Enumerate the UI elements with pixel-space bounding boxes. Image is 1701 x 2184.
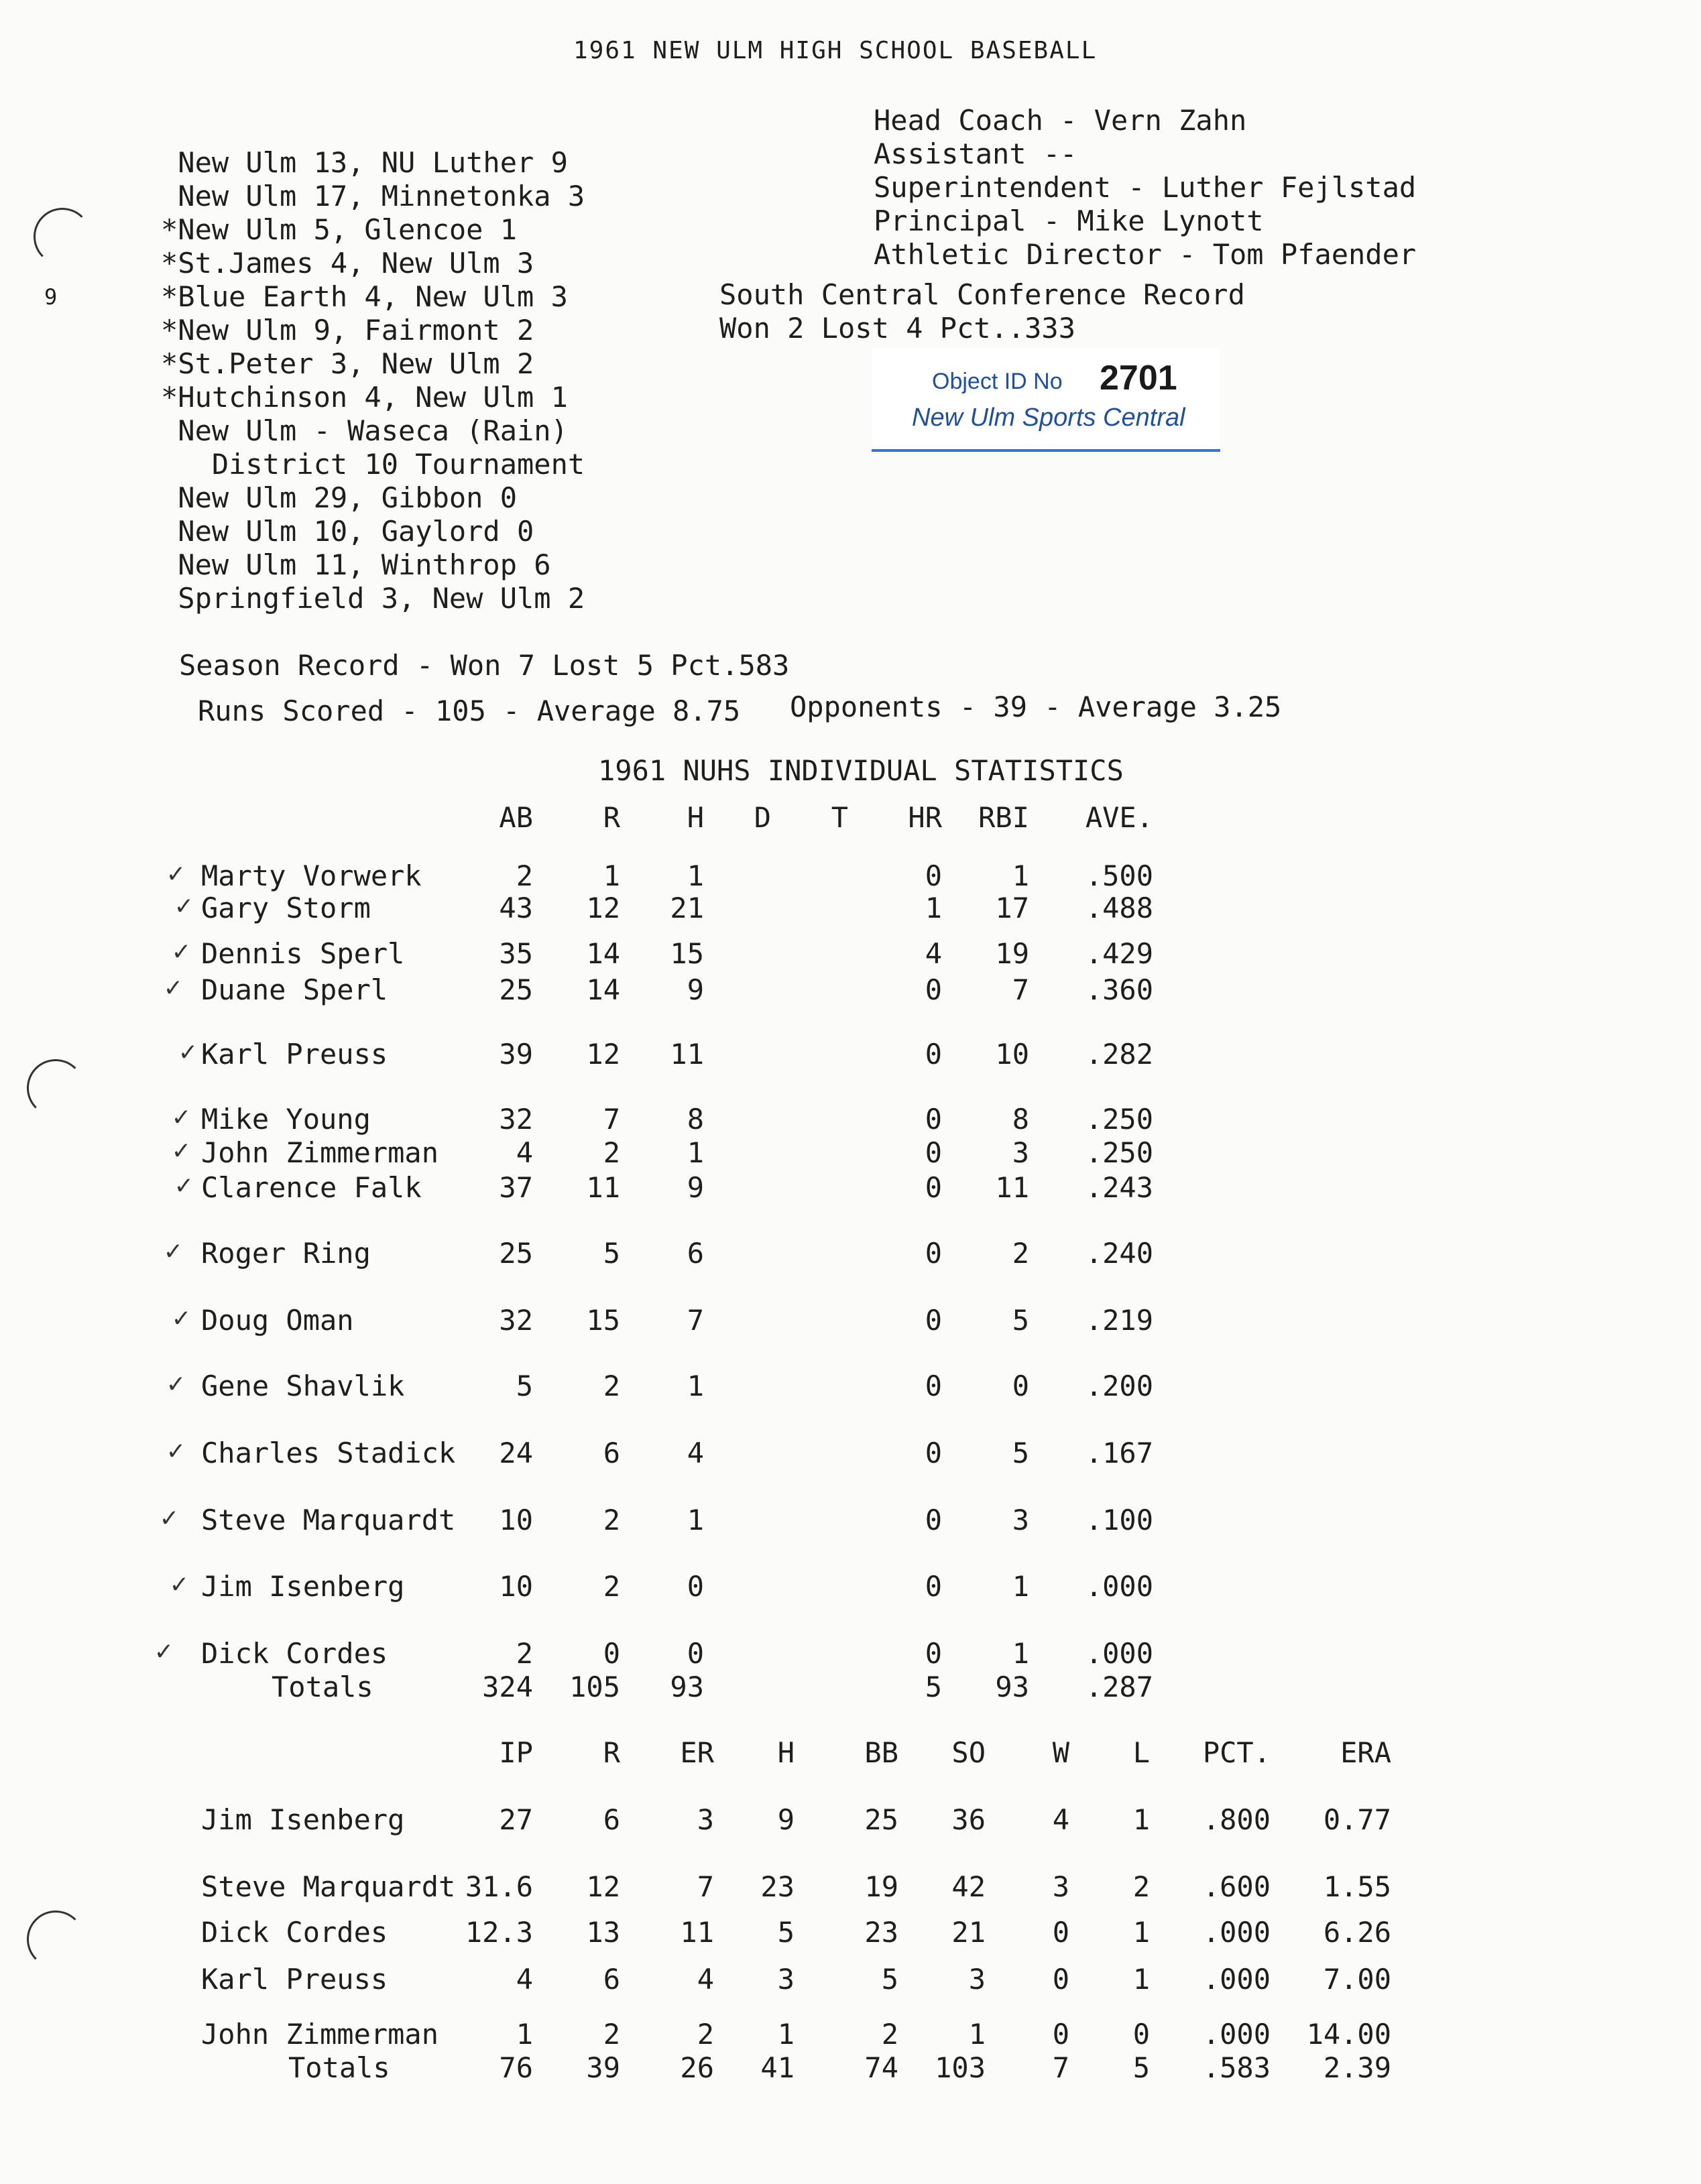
player-name: Clarence Falk <box>201 1171 422 1204</box>
batting-totals-label: Totals <box>272 1671 373 1703</box>
pitcher-name: John Zimmerman <box>201 2018 439 2051</box>
pitching-header: R <box>603 1736 620 1769</box>
batting-ab: 43 <box>499 892 533 924</box>
pitching-total-er: 26 <box>680 2051 714 2084</box>
batting-ave: .167 <box>1085 1437 1153 1469</box>
pitching-h: 9 <box>777 1803 795 1836</box>
batting-ab: 37 <box>499 1171 533 1204</box>
game-result: *Hutchinson 4, New Ulm 1 <box>161 381 568 414</box>
batting-header: HR <box>908 801 942 834</box>
player-name: Karl Preuss <box>201 1038 388 1071</box>
batting-rbi: 7 <box>1012 973 1029 1006</box>
pitching-h: 3 <box>777 1963 795 1996</box>
game-result: New Ulm 29, Gibbon 0 <box>161 481 518 514</box>
pitching-total-pct: .583 <box>1202 2051 1271 2084</box>
check-mark: ✓ <box>165 1235 182 1266</box>
batting-header: AB <box>499 801 533 834</box>
pitching-pct: .000 <box>1202 1963 1271 1996</box>
batting-r: 12 <box>586 892 620 924</box>
object-id-number: 2701 <box>1100 359 1177 398</box>
object-id-caption: Object ID No <box>932 369 1063 394</box>
batting-ave: .000 <box>1085 1570 1153 1603</box>
player-name: Duane Sperl <box>201 973 388 1006</box>
staff-line: Assistant -- <box>874 137 1077 170</box>
batting-h: 9 <box>687 1171 704 1204</box>
pitching-bb: 23 <box>864 1916 898 1949</box>
batting-total-ab: 324 <box>482 1671 533 1703</box>
batting-ab: 10 <box>499 1504 533 1536</box>
pitching-totals-label: Totals <box>288 2051 390 2084</box>
batting-ab: 32 <box>499 1103 533 1136</box>
object-id-label <box>872 349 1220 452</box>
pitching-so: 3 <box>968 1963 986 1996</box>
object-id-org: New Ulm Sports Central <box>912 404 1185 432</box>
pitching-era: 0.77 <box>1323 1803 1391 1836</box>
pitching-h: 23 <box>760 1870 795 1903</box>
batting-ave: .000 <box>1085 1637 1153 1670</box>
runs-scored: Runs Scored - 105 - Average 8.75 <box>198 694 741 727</box>
batting-ab: 32 <box>499 1304 533 1337</box>
check-mark: ✓ <box>168 1368 184 1399</box>
batting-rbi: 10 <box>995 1038 1029 1071</box>
batting-r: 1 <box>603 859 620 892</box>
staff-line: Principal - Mike Lynott <box>874 204 1264 237</box>
batting-hr: 0 <box>925 973 942 1006</box>
pitching-ip: 12.3 <box>465 1916 533 1949</box>
batting-rbi: 5 <box>1012 1304 1029 1337</box>
batting-rbi: 1 <box>1012 1570 1029 1603</box>
batting-hr: 0 <box>925 1038 942 1071</box>
player-name: Charles Stadick <box>201 1437 456 1469</box>
batting-ave: .488 <box>1085 892 1153 924</box>
batting-total-r: 105 <box>569 1671 620 1703</box>
game-result: District 10 Tournament <box>161 448 585 481</box>
game-result: Springfield 3, New Ulm 2 <box>161 582 585 615</box>
pitching-pct: .000 <box>1202 1916 1271 1949</box>
batting-ab: 25 <box>499 1237 533 1270</box>
binder-hole-middle <box>27 1059 84 1117</box>
check-mark: ✓ <box>168 858 184 889</box>
batting-h: 0 <box>687 1570 704 1603</box>
batting-r: 14 <box>586 937 620 970</box>
pitching-bb: 19 <box>864 1870 898 1903</box>
batting-ave: .243 <box>1085 1171 1153 1204</box>
batting-hr: 0 <box>925 1304 942 1337</box>
batting-total-ave: .287 <box>1085 1671 1153 1703</box>
pitching-l: 1 <box>1132 1803 1150 1836</box>
check-mark: ✓ <box>171 1569 188 1599</box>
pitching-l: 0 <box>1132 2018 1150 2051</box>
pitching-header: W <box>1052 1736 1069 1769</box>
batting-h: 1 <box>687 1370 704 1402</box>
check-mark: ✓ <box>168 1435 184 1466</box>
player-name: Gene Shavlik <box>201 1370 405 1402</box>
batting-r: 5 <box>603 1237 620 1270</box>
pitching-header: ERA <box>1340 1736 1391 1769</box>
pitching-w: 0 <box>1052 1963 1069 1996</box>
game-result: New Ulm 17, Minnetonka 3 <box>161 180 585 213</box>
batting-ave: .250 <box>1085 1136 1153 1169</box>
pitching-er: 3 <box>697 1803 714 1836</box>
player-name: Doug Oman <box>201 1304 354 1337</box>
batting-total-h: 93 <box>670 1671 704 1703</box>
binder-hole-bottom <box>27 1910 84 1968</box>
batting-h: 9 <box>687 973 704 1006</box>
pitching-so: 36 <box>951 1803 986 1836</box>
batting-header: R <box>603 801 620 834</box>
batting-title: 1961 NUHS INDIVIDUAL STATISTICS <box>598 754 1124 787</box>
batting-rbi: 8 <box>1012 1103 1029 1136</box>
game-result: New Ulm - Waseca (Rain) <box>161 414 568 447</box>
batting-ab: 35 <box>499 937 533 970</box>
batting-h: 1 <box>687 1504 704 1536</box>
batting-header: H <box>687 801 704 834</box>
check-mark: ✓ <box>156 1636 172 1666</box>
batting-hr: 0 <box>925 1171 942 1204</box>
pitching-r: 6 <box>603 1963 620 1996</box>
batting-rbi: 1 <box>1012 1637 1029 1670</box>
batting-hr: 0 <box>925 1504 942 1536</box>
pitching-era: 7.00 <box>1323 1963 1391 1996</box>
staff-line: Head Coach - Vern Zahn <box>874 104 1247 137</box>
game-result: *New Ulm 5, Glencoe 1 <box>161 213 518 246</box>
pitching-ip: 1 <box>516 2018 533 2051</box>
batting-r: 7 <box>603 1103 620 1136</box>
pitcher-name: Dick Cordes <box>201 1916 388 1949</box>
pitching-era: 1.55 <box>1323 1870 1391 1903</box>
pitching-total-so: 103 <box>935 2051 986 2084</box>
batting-total-rbi: 93 <box>995 1671 1029 1703</box>
pitching-pct: .600 <box>1202 1870 1271 1903</box>
batting-ave: .240 <box>1085 1237 1153 1270</box>
pitching-total-w: 7 <box>1052 2051 1069 2084</box>
pitching-ip: 27 <box>499 1803 533 1836</box>
batting-ave: .250 <box>1085 1103 1153 1136</box>
batting-hr: 0 <box>925 859 942 892</box>
batting-ab: 2 <box>516 859 533 892</box>
pitching-er: 7 <box>697 1870 714 1903</box>
pitching-er: 4 <box>697 1963 714 1996</box>
batting-hr: 0 <box>925 1136 942 1169</box>
margin-mark: 9 <box>44 284 58 310</box>
pitching-header: L <box>1132 1736 1150 1769</box>
pitching-total-era: 2.39 <box>1323 2051 1391 2084</box>
batting-header: D <box>754 801 771 834</box>
batting-r: 2 <box>603 1570 620 1603</box>
batting-ab: 25 <box>499 973 533 1006</box>
player-name: Gary Storm <box>201 892 371 924</box>
game-result: New Ulm 10, Gaylord 0 <box>161 515 534 548</box>
conference-record: Won 2 Lost 4 Pct..333 <box>719 312 1076 345</box>
game-result: *Blue Earth 4, New Ulm 3 <box>161 280 568 313</box>
pitching-w: 0 <box>1052 2018 1069 2051</box>
pitching-era: 6.26 <box>1323 1916 1391 1949</box>
pitching-pct: .800 <box>1202 1803 1271 1836</box>
player-name: Jim Isenberg <box>201 1570 405 1603</box>
batting-hr: 0 <box>925 1570 942 1603</box>
batting-ave: .500 <box>1085 859 1153 892</box>
check-mark: ✓ <box>173 1101 190 1132</box>
pitcher-name: Jim Isenberg <box>201 1803 405 1836</box>
batting-h: 0 <box>687 1637 704 1670</box>
check-mark: ✓ <box>176 1170 192 1201</box>
batting-h: 21 <box>670 892 704 924</box>
pitching-l: 1 <box>1132 1963 1150 1996</box>
batting-h: 4 <box>687 1437 704 1469</box>
pitching-total-l: 5 <box>1132 2051 1150 2084</box>
check-mark: ✓ <box>173 1135 190 1166</box>
pitching-w: 0 <box>1052 1916 1069 1949</box>
conference-title: South Central Conference Record <box>719 278 1245 311</box>
batting-header: AVE. <box>1085 801 1153 834</box>
binder-hole-top <box>34 208 91 265</box>
pitching-r: 13 <box>586 1916 620 1949</box>
pitching-era: 14.00 <box>1306 2018 1391 2051</box>
pitching-header: IP <box>499 1736 533 1769</box>
pitcher-name: Steve Marquardt <box>201 1870 456 1903</box>
pitching-h: 5 <box>777 1916 795 1949</box>
batting-rbi: 11 <box>995 1171 1029 1204</box>
batting-ab: 4 <box>516 1136 533 1169</box>
check-mark: ✓ <box>165 972 182 1003</box>
pitching-header: BB <box>864 1736 898 1769</box>
pitching-er: 11 <box>680 1916 714 1949</box>
batting-h: 1 <box>687 859 704 892</box>
staff-line: Athletic Director - Tom Pfaender <box>874 238 1417 271</box>
batting-ab: 24 <box>499 1437 533 1469</box>
game-result: *New Ulm 9, Fairmont 2 <box>161 314 534 347</box>
batting-hr: 0 <box>925 1370 942 1402</box>
batting-ave: .282 <box>1085 1038 1153 1071</box>
game-result: *St.James 4, New Ulm 3 <box>161 247 534 280</box>
check-mark: ✓ <box>180 1036 196 1067</box>
player-name: Mike Young <box>201 1103 371 1136</box>
player-name: Dick Cordes <box>201 1637 388 1670</box>
pitching-total-bb: 74 <box>864 2051 898 2084</box>
pitching-header: H <box>777 1736 795 1769</box>
pitching-so: 1 <box>968 2018 986 2051</box>
batting-ab: 5 <box>516 1370 533 1402</box>
batting-rbi: 2 <box>1012 1237 1029 1270</box>
pitching-total-r: 39 <box>586 2051 620 2084</box>
batting-r: 0 <box>603 1637 620 1670</box>
page-title: 1961 NEW ULM HIGH SCHOOL BASEBALL <box>573 37 1098 64</box>
game-result: New Ulm 11, Winthrop 6 <box>161 548 551 581</box>
batting-rbi: 3 <box>1012 1136 1029 1169</box>
opponents-runs: Opponents - 39 - Average 3.25 <box>790 690 1282 723</box>
player-name: Steve Marquardt <box>201 1504 456 1536</box>
batting-h: 8 <box>687 1103 704 1136</box>
pitching-h: 1 <box>777 2018 795 2051</box>
pitching-bb: 5 <box>881 1963 898 1996</box>
batting-r: 15 <box>586 1304 620 1337</box>
batting-ab: 10 <box>499 1570 533 1603</box>
check-mark: ✓ <box>161 1502 178 1533</box>
batting-ave: .219 <box>1085 1304 1153 1337</box>
batting-r: 2 <box>603 1136 620 1169</box>
batting-hr: 0 <box>925 1437 942 1469</box>
batting-ave: .100 <box>1085 1504 1153 1536</box>
batting-hr: 0 <box>925 1637 942 1670</box>
batting-header: T <box>831 801 848 834</box>
pitching-total-ip: 76 <box>499 2051 533 2084</box>
batting-r: 11 <box>586 1171 620 1204</box>
pitching-er: 2 <box>697 2018 714 2051</box>
batting-hr: 0 <box>925 1103 942 1136</box>
batting-r: 12 <box>586 1038 620 1071</box>
batting-h: 1 <box>687 1136 704 1169</box>
staff-line: Superintendent - Luther Fejlstad <box>874 171 1417 204</box>
game-result: New Ulm 13, NU Luther 9 <box>161 146 568 179</box>
batting-rbi: 19 <box>995 937 1029 970</box>
check-mark: ✓ <box>173 936 190 967</box>
batting-hr: 0 <box>925 1237 942 1270</box>
pitching-ip: 4 <box>516 1963 533 1996</box>
pitching-total-h: 41 <box>760 2051 795 2084</box>
pitching-header: SO <box>951 1736 986 1769</box>
batting-ave: .200 <box>1085 1370 1153 1402</box>
pitching-w: 4 <box>1052 1803 1069 1836</box>
pitching-r: 12 <box>586 1870 620 1903</box>
batting-r: 2 <box>603 1370 620 1402</box>
pitching-l: 2 <box>1132 1870 1150 1903</box>
batting-r: 6 <box>603 1437 620 1469</box>
pitching-ip: 31.6 <box>465 1870 533 1903</box>
batting-rbi: 1 <box>1012 859 1029 892</box>
pitching-so: 21 <box>951 1916 986 1949</box>
batting-ave: .360 <box>1085 973 1153 1006</box>
batting-h: 15 <box>670 937 704 970</box>
season-record: Season Record - Won 7 Lost 5 Pct.583 <box>179 649 790 682</box>
player-name: Marty Vorwerk <box>201 859 422 892</box>
batting-ab: 39 <box>499 1038 533 1071</box>
batting-ave: .429 <box>1085 937 1153 970</box>
batting-r: 14 <box>586 973 620 1006</box>
batting-hr: 1 <box>925 892 942 924</box>
batting-rbi: 17 <box>995 892 1029 924</box>
pitching-w: 3 <box>1052 1870 1069 1903</box>
player-name: Dennis Sperl <box>201 937 405 970</box>
batting-rbi: 0 <box>1012 1370 1029 1402</box>
pitching-r: 2 <box>603 2018 620 2051</box>
pitching-so: 42 <box>951 1870 986 1903</box>
check-mark: ✓ <box>176 890 192 921</box>
batting-h: 11 <box>670 1038 704 1071</box>
pitching-pct: .000 <box>1202 2018 1271 2051</box>
batting-total-hr: 5 <box>925 1671 942 1703</box>
game-result: *St.Peter 3, New Ulm 2 <box>161 347 534 380</box>
player-name: Roger Ring <box>201 1237 371 1270</box>
batting-h: 7 <box>687 1304 704 1337</box>
pitching-header: ER <box>680 1736 714 1769</box>
check-mark: ✓ <box>173 1302 190 1333</box>
pitching-r: 6 <box>603 1803 620 1836</box>
player-name: John Zimmerman <box>201 1136 439 1169</box>
pitching-bb: 2 <box>881 2018 898 2051</box>
batting-r: 2 <box>603 1504 620 1536</box>
batting-header: RBI <box>978 801 1029 834</box>
batting-ab: 2 <box>516 1637 533 1670</box>
pitching-l: 1 <box>1132 1916 1150 1949</box>
batting-rbi: 3 <box>1012 1504 1029 1536</box>
batting-hr: 4 <box>925 937 942 970</box>
pitching-bb: 25 <box>864 1803 898 1836</box>
pitcher-name: Karl Preuss <box>201 1963 388 1996</box>
batting-rbi: 5 <box>1012 1437 1029 1469</box>
pitching-header: PCT. <box>1202 1736 1271 1769</box>
batting-h: 6 <box>687 1237 704 1270</box>
